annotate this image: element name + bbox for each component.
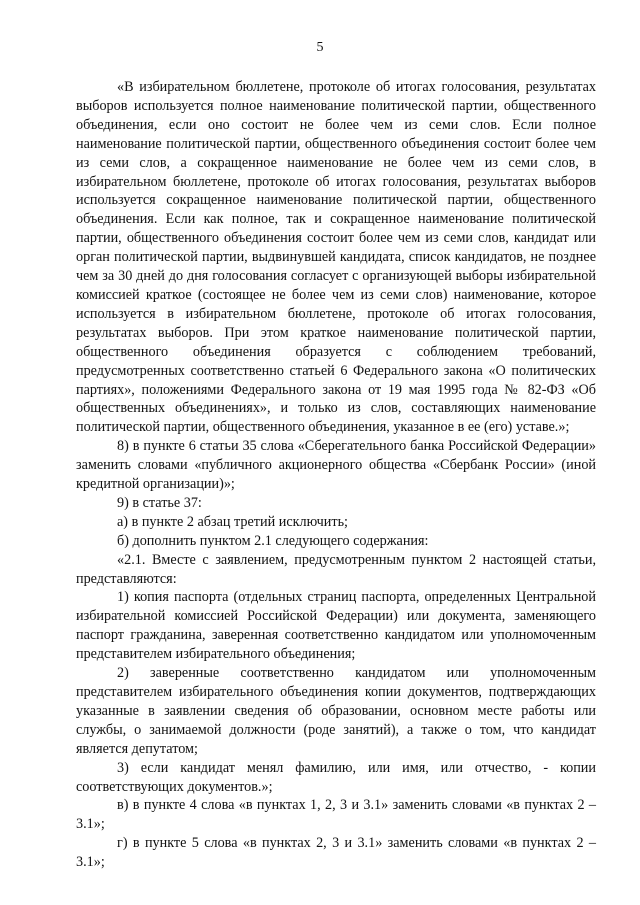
paragraph-item-8: 8) в пункте 6 статьи 35 слова «Сберегательного банка Российской Федерации» заменить словами «публичного акционерного общества «Сбербанк России» (иной кредитной организации)»; <box>76 438 596 493</box>
paragraph-item-9g: г) в пункте 5 слова «в пунктах 2, 3 и 3.1» заменить словами «в пунктах 2 – 3.1»; <box>76 835 596 871</box>
paragraph-item-9a: а) в пункте 2 абзац третий исключить; <box>117 513 348 530</box>
paragraph-item-9v: в) в пункте 4 слова «в пунктах 1, 2, 3 и 3.1» заменить словами «в пунктах 2 – 3.1»; <box>76 797 596 833</box>
paragraph-clause-2-1-item-2: 2) заверенные соответственно кандидатом или уполномоченным представителем избирательного объединения копии документов, подтверждающих указанные в заявлении сведения об образовании, основном месте работы или службы, о занимаемой должности (роде занятий), а также о том, что кандидат является депутатом; <box>76 665 596 757</box>
paragraph-clause-2-1: «2.1. Вместе с заявлением, предусмотренным пунктом 2 настоящей статьи, представляются: <box>76 551 596 587</box>
paragraph-item-9b: б) дополнить пунктом 2.1 следующего содержания: <box>117 532 429 549</box>
paragraph-clause-2-1-item-3: 3) если кандидат менял фамилию, или имя, или отчество, - копии соответствующих документов.»; <box>76 759 596 795</box>
document-body <box>76 78 596 872</box>
paragraph-item-9: 9) в статье 37: <box>117 494 202 511</box>
page-number: 5 <box>316 40 324 55</box>
paragraph-clause-2-1-item-1: 1) копия паспорта (отдельных страниц паспорта, определенных Центральной избирательной комиссией Российской Федерации) или документа, заменяющего паспорт гражданина, заверенная соответственно кандидатом или уполномоченным представителем избирательного объединения; <box>76 589 596 663</box>
paragraph-party-name-rules: «В избирательном бюллетене, протоколе об итогах голосования, результатах выборов используется полное наименование политической партии, общественного объединения, если оно состоит не более чем из семи слов. Если полное наименование политической партии, общественного объединения состоит более чем из семи слов, а сокращенное наименование не более чем из семи слов, в избирательном бюллетене, протоколе об итогах голосования, результатах выборов используется сокращенное наименование политической партии, общественного объединения. Если как полное, так и сокращенное наименование политической партии, общественного объединения состоит более чем из семи слов, кандидат или орган политической партии, выдвинувшей кандидата, список кандидатов, не позднее чем за 30 дней до дня голосования согласует с организующей выборы избирательной комиссией краткое (состоящее не более чем из семи слов) наименование, которое используется в избирательном бюллетене, протоколе об итогах голосования, результатах выборов. При этом краткое наименование политической партии, общественного объединения образуется с соблюдением требований, предусмотренных соответственно статьей 6 Федерального закона «О политических партиях», положениями Федерального закона от 19 мая 1995 года № 82-ФЗ «Об общественных объединениях», и только из слов, составляющих наименование политической партии, общественного объединения, указанное в ее (его) уставе.»; <box>76 79 596 436</box>
